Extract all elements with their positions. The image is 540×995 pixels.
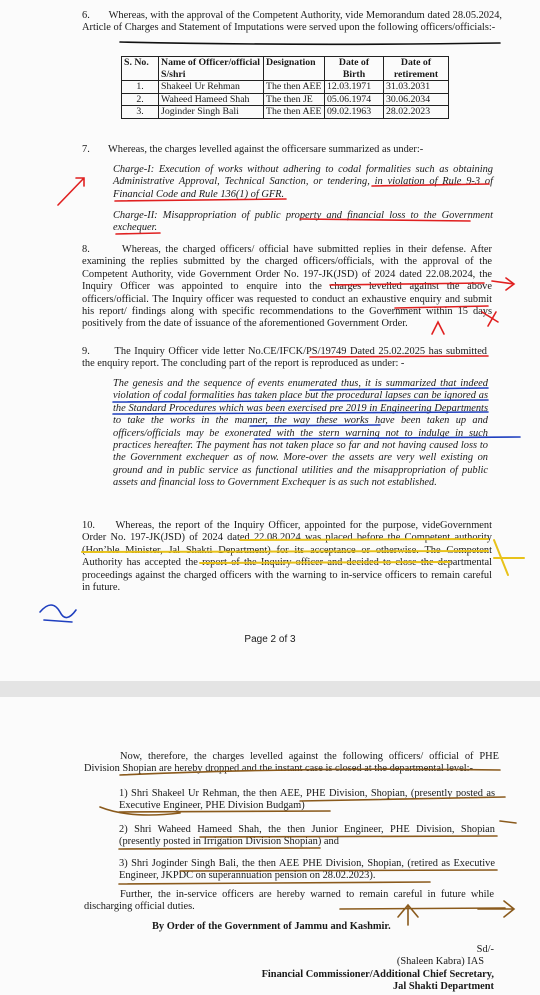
col-sno: S. No. xyxy=(122,57,159,81)
cell: 30.06.2034 xyxy=(384,93,449,106)
officer-item-3: 3) Shri Joginder Singh Bali, the then AEE PHE Division, Shopian, (retired as Executive Engineer, JKPDC on superannuation pension on 28.02.2023). xyxy=(119,858,495,882)
table-header-row xyxy=(122,57,449,81)
cell: 28.02.2023 xyxy=(384,106,449,119)
paragraph-10: 10. Whereas, the report of the Inquiry Officer, appointed for the purpose, videGovernment Order No. 197-JK(JSD) of 2024 dated 22.08.2024 was placed before the Competent authority (Hon’ble Minister, Jal Shakti Department) for its acceptance or otherwise. The Competent Authority has accepted the report of the Inquiry officer and decided to close the departmental proceedings against the charged officers with the warning to in-service officers to remain careful in future. xyxy=(82,520,492,594)
document-page-3 xyxy=(0,697,540,995)
charge-1: Charge-I: Execution of works without adhering to codal formalities such as obtaining Administrative Approval, Technical Sanction, or tendering, in violation of Rule 9-3 of Financial Code and Rule 136(1) of GFR. xyxy=(113,164,493,200)
inquiry-report-quote: The genesis and the sequence of events enumerated thus, it is summarized that indeed violation of codal formalities has taken place but the procedural lapses can be ignored as the Standard Procedures which was been exercised pre 2019 in Engineering Departments to take the works in the manner, the way these works have been taken up and officers/officials may be exonerated with the stern warning not to indulge in such practices hereafter. The payment has not taken place so far and not having caused loss to the Government exchequer as of now. More-over the assets are very well existing on ground and in public service as functional utilities and the misappropriation of public assets and financial loss to Government Exchequer is as such not established. xyxy=(113,378,488,489)
table-row xyxy=(122,106,449,119)
paragraph-6: 6. Whereas, with the approval of the Competent Authority, vide Memorandum dated 28.05.2024, Article of Charges and Statement of Imputations were served upon the following officers/officials:- xyxy=(82,10,502,34)
cell: The then AEE xyxy=(264,81,325,94)
underline-mark xyxy=(120,42,500,44)
order-line: By Order of the Government of Jammu and Kashmir. xyxy=(152,921,391,932)
signatory-department: Jal Shakti Department xyxy=(392,981,494,992)
officer-item-1: 1) Shri Shakeel Ur Rehman, the then AEE, PHE Division, Shopian, (presently posted as Executive Engineer, PHE Division Budgam) xyxy=(119,788,495,812)
paragraph-7: 7. Whereas, the charges levelled against the officersare summarized as under:- xyxy=(82,144,424,155)
cell: The then AEE xyxy=(264,106,325,119)
officer-item-2: 2) Shri Waheed Hameed Shah, the then Junior Engineer, PHE Division, Shopian (presently posted in Irrigation Division Shopian) and xyxy=(119,824,495,848)
cell: 31.03.2031 xyxy=(384,81,449,94)
cell: Joginder Singh Bali xyxy=(159,106,264,119)
signatory-name: (Shaleen Kabra) IAS xyxy=(396,956,484,967)
col-retirement: Date of retirement xyxy=(384,57,449,81)
cell: Shakeel Ur Rehman xyxy=(159,81,264,94)
further-warning: Further, the in-service officers are hereby warned to remain careful in future while discharging official duties. xyxy=(84,889,494,913)
paragraph-8: 8. Whereas, the charged officers/ official have submitted replies in their defense. After examining the replies submitted by the charged officers/officials, with the approval of the Competent Authority, vide Government Order No. 197-JK(JSD) of 2024 dated 22.08.2024, the Inquiry Officer was appointed to enquire into the charges levelled against the above officers/official. The Inquiry officer was requested to conduct an exhaustive enquiry and submit his report/ findings along with specific recommendations to the Government within 15 days positively from the date of issuance of the aforementioned Government Order. xyxy=(82,244,492,330)
margin-tick xyxy=(500,821,516,823)
cell: The then JE xyxy=(264,93,325,106)
signatory-title: Financial Commissioner/Additional Chief Secretary, xyxy=(261,969,494,980)
page-number: Page 2 of 3 xyxy=(244,634,296,645)
col-dob: Date of Birth xyxy=(325,57,384,81)
charge-2: Charge-II: Misappropriation of public property and financial loss to the Government exchequer. xyxy=(113,210,493,234)
margin-initials xyxy=(40,605,76,622)
page-gap xyxy=(0,681,540,697)
col-designation: Designation xyxy=(264,57,325,81)
col-name: Name of Officer/official S/shri xyxy=(159,57,264,81)
closing-intro: Now, therefore, the charges levelled against the following officers/ official of PHE Division Shopian are hereby dropped and the instant case is closed at the departmental level:- xyxy=(84,751,499,775)
cell: 05.06.1974 xyxy=(325,93,384,106)
yellow-margin-mark xyxy=(494,540,524,575)
cell: 12.03.1971 xyxy=(325,81,384,94)
cell: 1. xyxy=(122,81,159,94)
signature-sd: Sd/- xyxy=(476,944,494,955)
officers-table xyxy=(121,56,449,119)
table-row xyxy=(122,93,449,106)
cell: 09.02.1963 xyxy=(325,106,384,119)
paragraph-9: 9. The Inquiry Officer vide letter No.CE/IFCK/PS/19749 Dated 25.02.2025 has submitted the enquiry report. The concluding part of the report is reproduced as under: - xyxy=(82,346,487,370)
cell: Waheed Hameed Shah xyxy=(159,93,264,106)
table-row xyxy=(122,81,449,94)
cell: 2. xyxy=(122,93,159,106)
left-margin-arrow xyxy=(58,178,84,205)
cell: 3. xyxy=(122,106,159,119)
right-margin-arrow xyxy=(492,278,514,290)
